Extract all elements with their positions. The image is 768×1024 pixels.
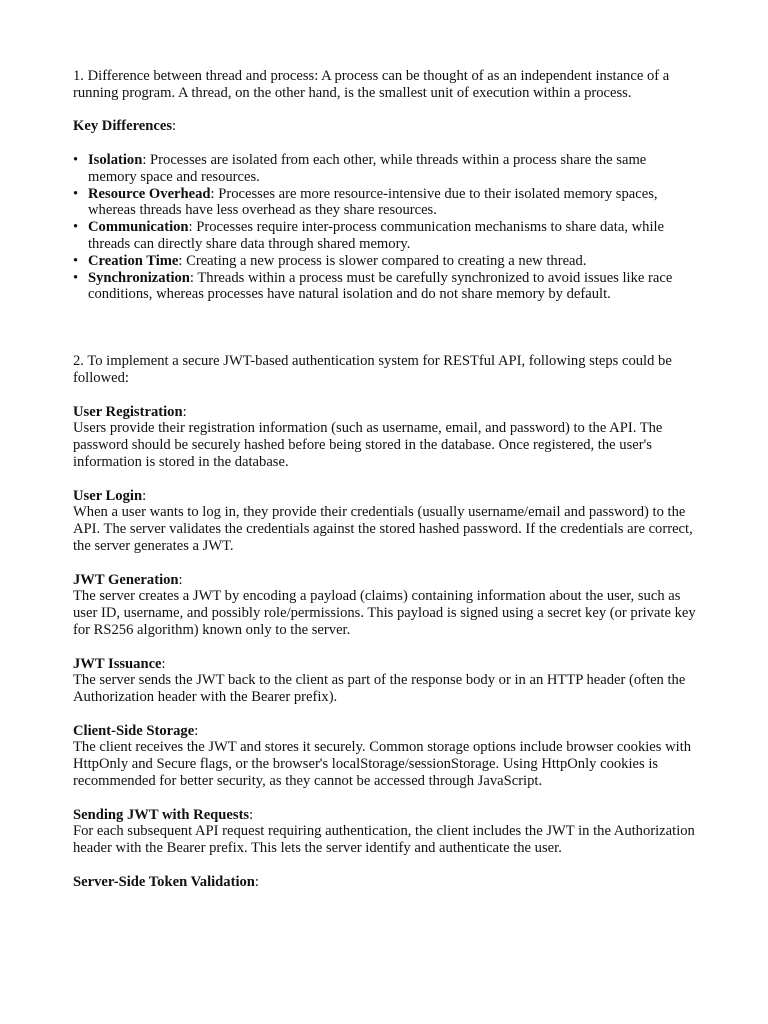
step-body: The client receives the JWT and stores it securely. Common storage options include browser cookies with HttpOnly and Secure flags, or the browser's localStorage/sessionStorage. Using HttpOnly cookies is recommended for better security, as they cannot be accessed through JavaScript. (73, 739, 692, 790)
step-body: The server sends the JWT back to the client as part of the response body or in an HTTP header (often the Authorization header with the Bearer prefix). (73, 672, 686, 706)
list-item (73, 152, 697, 186)
heading-colon: : (172, 118, 177, 135)
heading-colon: : (194, 722, 199, 739)
step-heading (73, 874, 697, 891)
bullet: • (73, 151, 79, 168)
step-heading (73, 572, 697, 589)
spacer (73, 706, 697, 723)
differences-list (73, 152, 697, 303)
heading-colon: : (182, 403, 187, 420)
item-term: Creation Time (88, 252, 179, 269)
spacer (73, 555, 697, 572)
step-heading-label: JWT Issuance (73, 655, 162, 672)
item-term: Isolation (88, 151, 143, 168)
step-heading-label: Server-Side Token Validation (73, 873, 255, 890)
step-heading-label: JWT Generation (73, 571, 179, 588)
list-item (73, 186, 697, 220)
step-body: When a user wants to log in, they provide their credentials (usually username/email and password) to the API. The server validates the credentials against the stored hashed password. If the credentials are correct, the server generates a JWT. (73, 504, 693, 554)
item-text: : Creating a new process is slower compared to creating a new thread. (178, 252, 587, 269)
bullet: • (73, 269, 79, 286)
spacer (73, 102, 697, 119)
heading-colon: : (161, 655, 166, 672)
bullet: • (73, 219, 79, 236)
section1-intro: 1. Difference between thread and process: A process can be thought of as an independent instance of a running program. A thread, on the other hand, is the smallest unit of execution within a process. (73, 68, 670, 101)
step-heading-label: Client-Side Storage (73, 722, 195, 739)
section2-intro: 2. To implement a secure JWT-based authentication system for RESTful API, following steps could be followed: (73, 353, 672, 386)
heading-colon: : (249, 806, 254, 823)
step-heading (73, 807, 697, 824)
spacer (73, 857, 697, 874)
heading-colon: : (178, 571, 183, 588)
spacer (73, 639, 697, 656)
item-term: Communication (88, 219, 189, 236)
spacer (73, 790, 697, 807)
list-item (73, 219, 697, 253)
spacer (73, 471, 697, 488)
step-heading (73, 404, 697, 421)
list-item (73, 253, 697, 270)
item-term: Synchronization (88, 269, 190, 286)
item-text: : Threads within a process must be carefully synchronized to avoid issues like race conditions, whereas processes have natural isolation and do not share memory by default. (88, 269, 673, 303)
step-heading (73, 723, 697, 740)
step-body: Users provide their registration information (such as username, email, and password) to the API. The password should be securely hashed before being stored in the database. Once registered, the user's information is stored in the database. (73, 420, 663, 470)
spacer (73, 387, 697, 404)
step-heading (73, 656, 697, 673)
key-differences-heading (73, 118, 697, 135)
spacer (73, 303, 697, 353)
step-heading-label: Sending JWT with Requests (73, 806, 250, 823)
item-text: : Processes require inter-process communication mechanisms to share data, while threads can directly share data through shared memory. (88, 219, 665, 252)
item-text: : Processes are isolated from each other, while threads within a process share the same memory space and resources. (88, 151, 647, 185)
key-differences-label: Key Differences (73, 118, 173, 135)
step-heading-label: User Registration (73, 403, 183, 420)
bullet: • (73, 185, 79, 202)
spacer (73, 135, 697, 152)
step-heading (73, 488, 697, 505)
document-page (73, 68, 697, 891)
item-term: Resource Overhead (88, 185, 211, 202)
step-heading-label: User Login (73, 487, 143, 504)
heading-colon: : (254, 873, 259, 890)
heading-colon: : (142, 487, 147, 504)
step-body: For each subsequent API request requiring authentication, the client includes the JWT in the Authorization header with the Bearer prefix. This lets the server identify and authenticate the user. (73, 823, 695, 857)
bullet: • (73, 252, 79, 269)
item-text: : Processes are more resource-intensive due to their isolated memory spaces, whereas threads have less overhead as they share resources. (88, 185, 658, 219)
list-item (73, 270, 697, 304)
step-body: The server creates a JWT by encoding a payload (claims) containing information about the user, such as user ID, username, and possibly role/permissions. This payload is signed using a secret key (or private key for RS256 algorithm) known only to the server. (73, 588, 696, 638)
